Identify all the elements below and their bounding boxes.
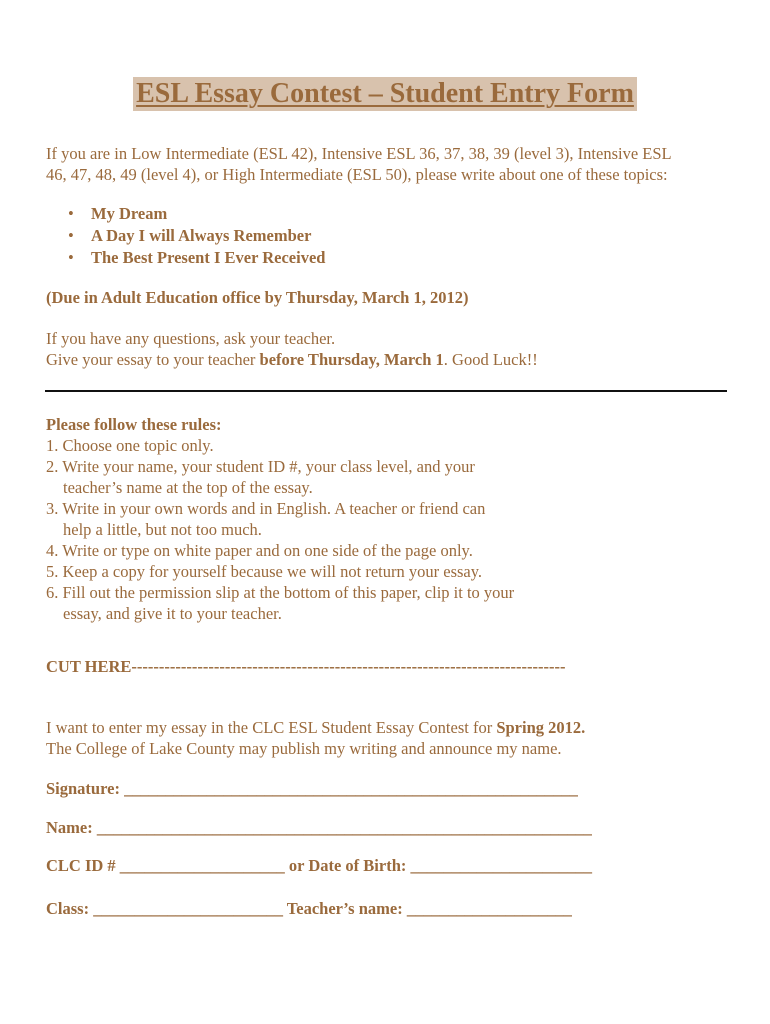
permission-text: I want to enter my essay in the CLC ESL Student Essay Contest for — [46, 718, 497, 737]
questions-good-luck: . Good Luck!! — [443, 350, 538, 369]
questions-line-2 — [46, 349, 538, 370]
due-date-notice: (Due in Adult Education office by Thursday, March 1, 2012) — [46, 288, 469, 307]
questions-line-1: If you have any questions, ask your teacher. — [46, 329, 336, 348]
permission-line-1 — [46, 717, 585, 738]
clc-id-dob-field[interactable]: CLC ID # ____________________ or Date of Birth: ______________________ — [46, 856, 593, 875]
topic-item — [66, 247, 325, 269]
rule-line: teacher’s name at the top of the essay. — [63, 478, 313, 497]
title-container — [0, 77, 770, 111]
questions-text: Give your essay to your teacher — [46, 350, 260, 369]
rule-line: 1. Choose one topic only. — [46, 436, 214, 455]
rule-line: 3. Write in your own words and in English. A teacher or friend can — [46, 499, 486, 518]
bullet-icon: • — [68, 248, 74, 267]
topic-label: A Day I will Always Remember — [91, 226, 312, 245]
intro-line-2: 46, 47, 48, 49 (level 4), or High Intermediate (ESL 50), please write about one of these topics: — [46, 165, 668, 184]
topic-label: The Best Present I Ever Received — [91, 248, 326, 267]
rule-line: essay, and give it to your teacher. — [63, 604, 282, 623]
rule-line: 4. Write or type on white paper and on one side of the page only. — [46, 541, 473, 560]
section-divider — [45, 390, 727, 392]
name-field[interactable]: Name: ____________________________________________________________ — [46, 818, 592, 837]
rule-line: 6. Fill out the permission slip at the bottom of this paper, clip it to your — [46, 583, 515, 602]
questions-paragraph — [46, 328, 538, 370]
questions-deadline: before Thursday, March 1 — [259, 350, 444, 369]
topic-label: My Dream — [91, 204, 168, 223]
intro-paragraph — [46, 143, 672, 185]
topic-item — [66, 225, 325, 247]
topic-list — [66, 203, 325, 269]
permission-term: Spring 2012. — [496, 718, 586, 737]
signature-field[interactable]: Signature: _______________________________________________________ — [46, 779, 578, 798]
rules-heading: Please follow these rules: — [46, 415, 222, 434]
page-title: ESL Essay Contest – Student Entry Form — [133, 77, 637, 111]
bullet-icon: • — [68, 204, 74, 223]
topic-item — [66, 203, 325, 225]
permission-line-2: The College of Lake County may publish my writing and announce my name. — [46, 739, 562, 758]
bullet-icon: • — [68, 226, 74, 245]
cut-here-line: CUT HERE------------------------------------------------------------------------------- — [46, 657, 566, 676]
rule-line: help a little, but not too much. — [63, 520, 262, 539]
permission-paragraph — [46, 717, 585, 759]
rules-section — [46, 414, 514, 624]
class-teacher-field[interactable]: Class: _______________________ Teacher’s name: ____________________ — [46, 899, 572, 918]
rule-line: 5. Keep a copy for yourself because we will not return your essay. — [46, 562, 483, 581]
rule-line: 2. Write your name, your student ID #, your class level, and your — [46, 457, 475, 476]
intro-line-1: If you are in Low Intermediate (ESL 42), Intensive ESL 36, 37, 38, 39 (level 3), Intensive ESL — [46, 144, 672, 163]
